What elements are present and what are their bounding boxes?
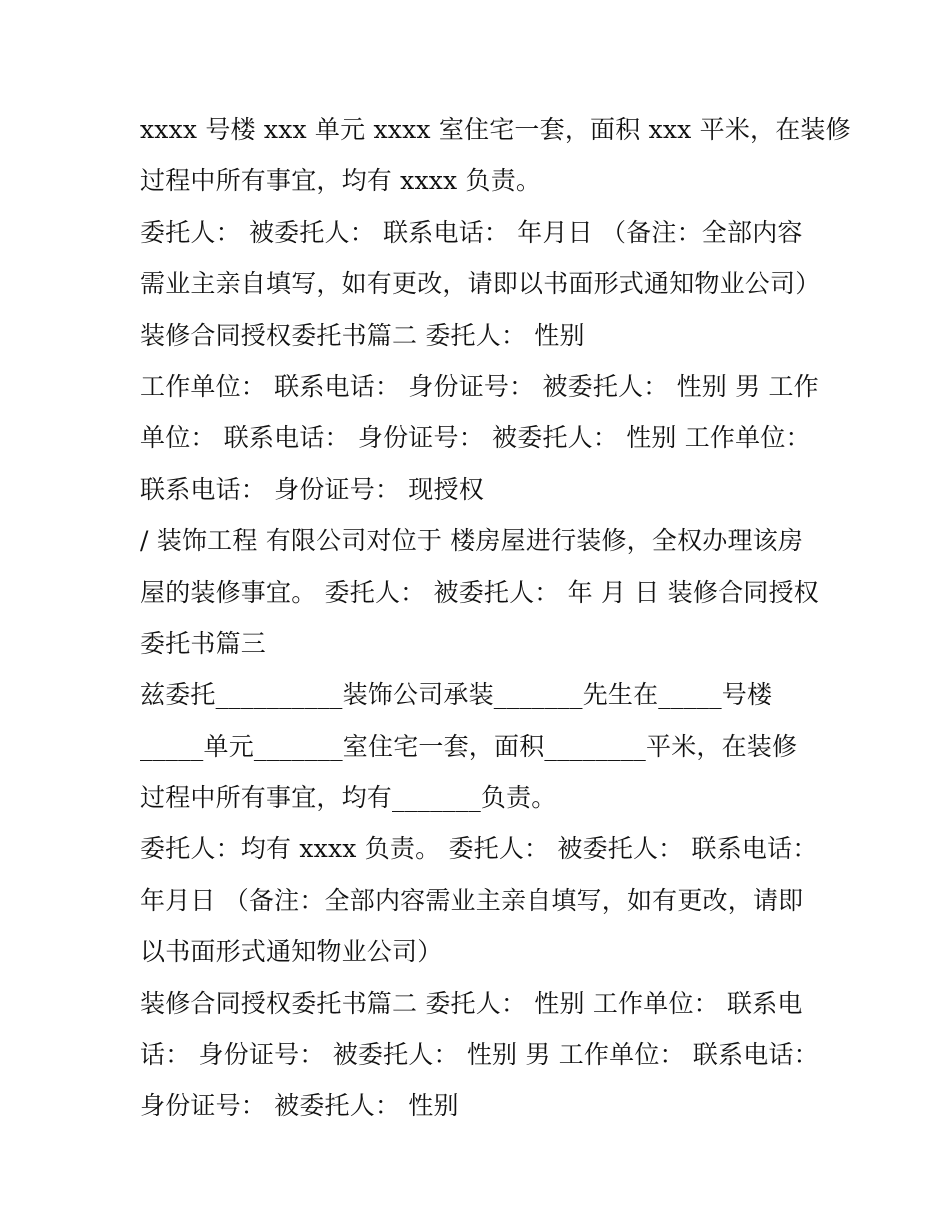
text-line: 需业主亲自填写，如有更改，请即以书面形式通知物业公司） [140,269,821,299]
text-line: 话： 身份证号： 被委托人： 性别 男 工作单位： 联系电话： [140,1040,819,1070]
text-line: 委托人：均有 xxxx 负责。 委托人： 被委托人： 联系电话： [140,834,818,864]
text-line: 单位： 联系电话： 身份证号： 被委托人： 性别 工作单位： [140,423,811,453]
text-line: 联系电话： 身份证号： 现授权 [140,474,484,504]
text-line: 身份证号： 被委托人： 性别 [140,1091,459,1121]
text-line: 委托书篇三 [140,628,267,658]
text-line: 装修合同授权委托书篇二 委托人： 性别 工作单位： 联系电 [140,988,803,1018]
text-line: 以书面形式通知物业公司） [140,937,443,967]
text-line: 兹委托__________装饰公司承装_______先生在_____号楼 [140,680,773,710]
text-line: 屋的装修事宜。 委托人： 被委托人： 年 月 日 装修合同授权 [140,577,819,607]
text-line: 过程中所有事宜，均有 xxxx 负责。 [140,166,542,196]
text-line: / 装饰工程 有限公司对位于 楼房屋进行装修，全权办理该房 [140,526,804,556]
text-line: 委托人： 被委托人： 联系电话： 年月日 （备注：全部内容 [140,217,803,247]
text-line: xxxx 号楼 xxx 单元 xxxx 室住宅一套，面积 xxx 平米，在装修 [140,115,851,144]
text-line: _____单元_______室住宅一套，面积________平米，在装修 [140,731,798,761]
text-line: 年月日 （备注：全部内容需业主亲自填写，如有更改，请即 [140,885,804,915]
text-line: 工作单位： 联系电话： 身份证号： 被委托人： 性别 男 工作 [140,371,819,401]
text-line: 装修合同授权委托书篇二 委托人： 性别 [140,320,585,350]
text-line: 过程中所有事宜，均有_______负责。 [140,783,557,813]
document-body [140,104,851,1132]
